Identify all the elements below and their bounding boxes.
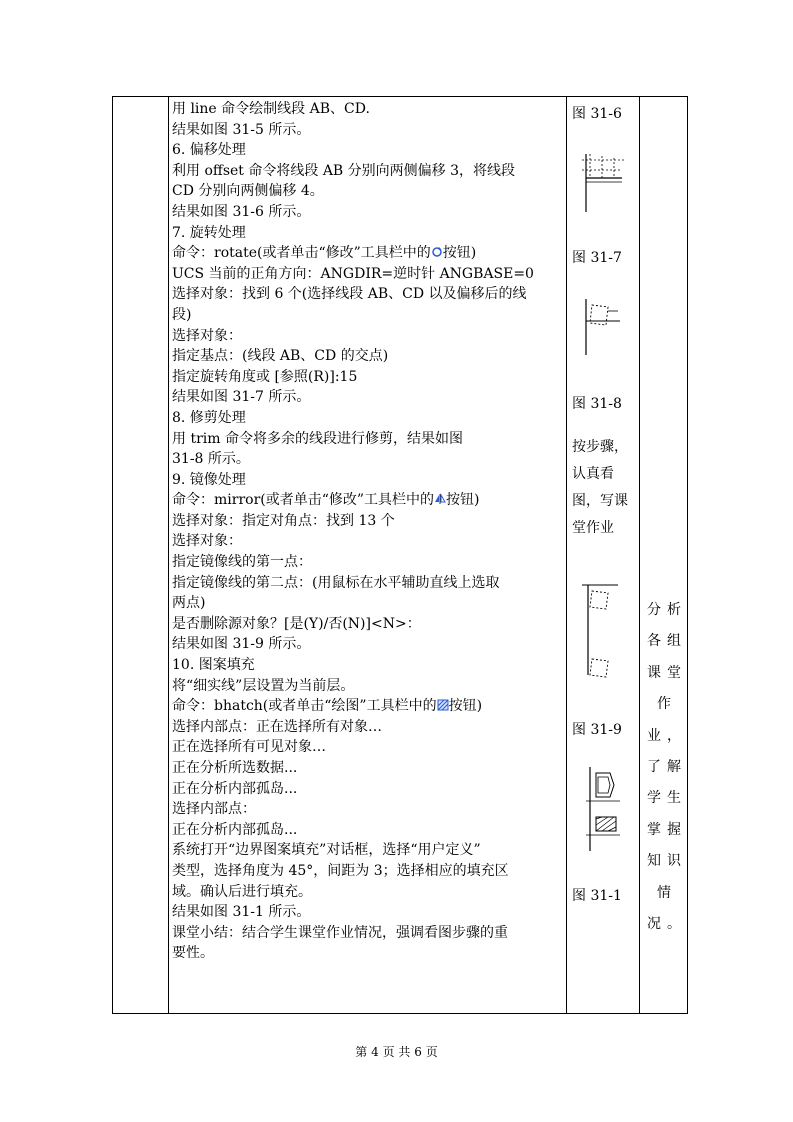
- text-line: 选择内部点：正在选择所有对象…: [172, 718, 382, 735]
- figure-31-7-drawing: [580, 297, 624, 357]
- text-line: 指定旋转角度或 [参照(R)]:15: [172, 368, 358, 385]
- text-line: 结果如图 31-1 所示。: [172, 904, 311, 921]
- text-span: 按钮): [446, 492, 480, 509]
- text-line: 正在分析所选数据...: [172, 760, 298, 776]
- mirror-icon: [434, 493, 446, 505]
- figure-31-6-drawing: [578, 152, 626, 214]
- text-span: 按钮): [448, 698, 483, 715]
- text-line: 将“细实线”层设置为当前层。: [172, 677, 355, 694]
- procedure-text: [172, 99, 566, 964]
- figure-label: 图 31-7: [572, 250, 622, 266]
- text-line: 两点): [172, 595, 206, 612]
- teacher-note: [641, 595, 687, 940]
- text-line: 选择内部点：: [172, 801, 256, 818]
- text-line: 系统打开“边界图案填充”对话框，选择“用户定义”: [172, 842, 481, 859]
- page-number: 4: [371, 1045, 379, 1059]
- text-span: 命令：bhatch(或者单击“绘图”工具栏中的: [172, 698, 437, 715]
- text-line: 选择对象：指定对角点：找到 13 个: [172, 512, 395, 529]
- text-line: 指定基点：(线段 AB、CD 的交点): [172, 348, 389, 365]
- text-line: 正在分析内部孤岛...: [172, 821, 298, 838]
- text-line: 段): [172, 306, 192, 323]
- text-line: 正在分析内部孤岛...: [172, 780, 298, 797]
- text-line: 31-8 所示。: [172, 451, 250, 468]
- figure-label: 图 31-9: [572, 722, 622, 738]
- text-line: 结果如图 31-6 所示。: [172, 203, 311, 220]
- text-line: 10. 图案填充: [172, 657, 255, 674]
- note-line: 业，: [647, 727, 687, 744]
- text-line: 8. 修剪处理: [172, 409, 246, 426]
- hatch-icon: [437, 699, 449, 711]
- text-line: 域。确认后进行填充。: [172, 883, 312, 900]
- page-total: 6: [414, 1045, 422, 1059]
- text-line: 选择对象：找到 6 个(选择线段 AB、CD 以及偏移后的线: [172, 286, 527, 303]
- note-line: 各组: [647, 633, 687, 650]
- footer-suffix: 页: [425, 1045, 438, 1059]
- note-line: 知识: [647, 853, 687, 870]
- text-line: 正在选择所有可见对象…: [172, 739, 326, 756]
- text-line: 结果如图 31-5 所示。: [172, 121, 311, 138]
- text-line: 课堂小结：结合学生课堂作业情况，强调看图步骤的重: [172, 924, 508, 941]
- note-line: 况。: [647, 916, 687, 933]
- text-line: [172, 490, 566, 511]
- text-line: 指定镜像线的第一点：: [172, 554, 312, 571]
- text-line: 利用 offset 命令将线段 AB 分别向两侧偏移 3，将线段: [172, 162, 516, 179]
- footer-mid: 页 共: [382, 1045, 411, 1059]
- note-line: 作: [657, 696, 677, 713]
- text-line: 用 trim 命令将多余的线段进行修剪，结果如图: [172, 430, 463, 447]
- rotate-icon: [431, 246, 443, 258]
- note-line: 课堂: [647, 664, 687, 681]
- text-span: 命令：rotate(或者单击“修改”工具栏中的: [172, 245, 431, 262]
- text-line: 是否删除源对象？[是(Y)/否(N)]<N>：: [172, 615, 421, 632]
- text-line: [172, 696, 566, 717]
- text-line: 7. 旋转处理: [172, 224, 246, 241]
- text-line: 要性。: [172, 945, 214, 962]
- text-line: UCS 当前的正角方向：ANGDIR=逆时针 ANGBASE=0: [172, 265, 534, 282]
- text-span: 命令：mirror(或者单击“修改”工具栏中的: [172, 492, 435, 509]
- page-footer: [0, 1043, 793, 1060]
- text-line: 类型，选择角度为 45°，间距为 3；选择相应的填充区: [172, 862, 509, 879]
- text-line: 9. 镜像处理: [172, 471, 246, 488]
- figure-label: 图 31-8: [572, 396, 622, 412]
- note-line: 掌握: [647, 821, 687, 838]
- text-line: 选择对象：: [172, 533, 242, 550]
- note-line: 情: [657, 884, 677, 901]
- text-line: 用 line 命令绘制线段 AB、CD.: [172, 101, 370, 117]
- footer-prefix: 第: [355, 1045, 368, 1059]
- column-divider: [639, 97, 640, 1013]
- column-divider: [566, 97, 567, 1013]
- figure-label: 图 31-6: [572, 106, 622, 122]
- text-span: 按钮): [442, 245, 477, 262]
- figure-label: 图 31-1: [572, 888, 622, 904]
- text-line: 指定镜像线的第二点：(用鼠标在水平辅助直线上选取: [172, 574, 500, 591]
- figure-31-9-drawing: [580, 765, 624, 853]
- student-activity-note: 按步骤，认真看图，写课堂作业: [572, 439, 628, 536]
- note-line: 分析: [647, 602, 687, 618]
- text-line: 结果如图 31-7 所示。: [172, 389, 311, 406]
- text-line: 结果如图 31-9 所示。: [172, 636, 311, 653]
- text-line: [172, 243, 566, 264]
- note-line: 学生: [647, 790, 687, 807]
- text-line: CD 分别向两侧偏移 4。: [172, 183, 324, 200]
- column-divider: [168, 97, 169, 1013]
- note-line: 了解: [647, 759, 687, 776]
- figure-31-8-drawing: [578, 579, 626, 679]
- text-line: 6. 偏移处理: [172, 142, 246, 159]
- text-line: 选择对象：: [172, 327, 242, 344]
- lesson-table: [112, 96, 688, 1014]
